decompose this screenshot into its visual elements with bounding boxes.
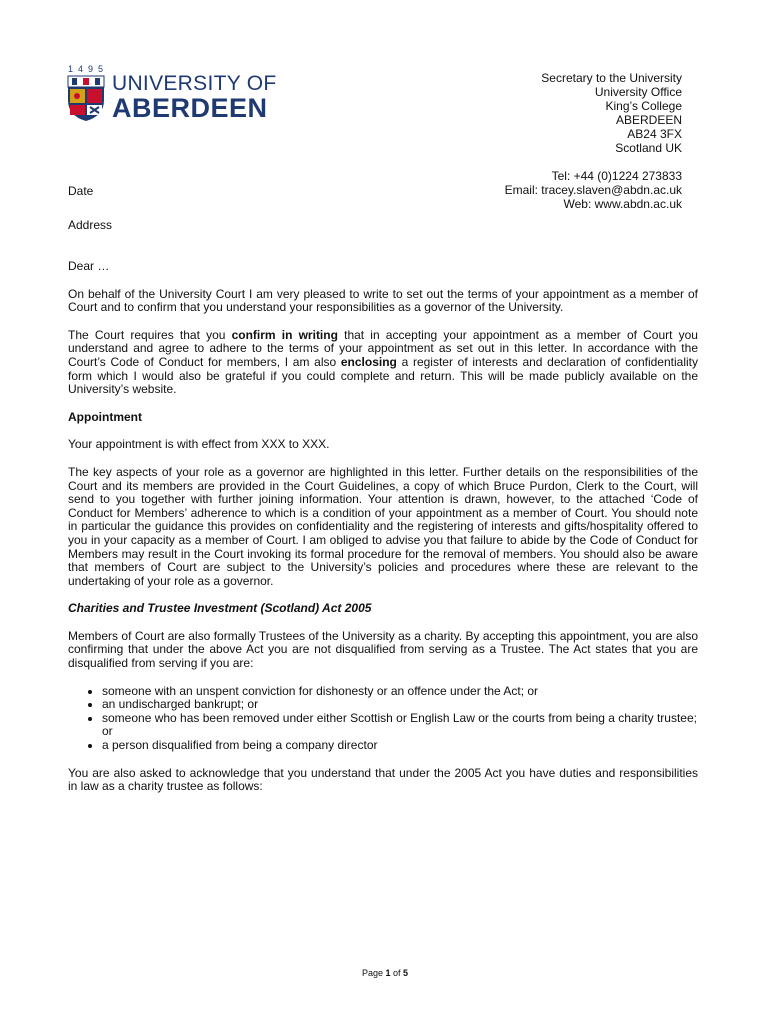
paragraph: On behalf of the University Court I am very pleased to write to set out the terms of your appointment as a member of Court and to confirm that you understand your responsibilities as a governor of the University. — [68, 286, 698, 315]
paragraph: Members of Court are also formally Trustees of the University as a charity. By accepting this appointment, you are also confirming that under the above Act you are not disqualified from serving as a Trustee. The Act states that you are disqualified from serving if you are: — [68, 628, 698, 671]
paragraph: The key aspects of your role as a governor are highlighted in this letter. Further details on the responsibilities of the Court and its members are provided in the Court Guidelines, a copy of which Bruce Purdon, Clerk to the Court, will send to you together with further joining information. Your attention is drawn, however, to the attached ‘Code of Conduct for Members’ adherence to which is a condition of your appointment as a member of Court. You should note in particular the guidance this provides on confidentiality and the registering of interests and gifts/hospitality offered to you in your capacity as a member of Court. I am obliged to advise you that failure to abide by the Code of Conduct for Members may result in the Court invoking its formal procedure for the removal of members. You should also be aware that members of Court are subject to the University’s policies and procedures where these are relevant to the undertaking of your role as a governor. — [68, 464, 698, 588]
sender-line: Scotland UK — [615, 141, 682, 155]
paragraph: The Court requires that you confirm in writing that in accepting your appointment as a member of Court you understand and agree to adhere to the terms of your appointment as set out in this letter. In accordance with the Court’s Code of Conduct for members, I am also enclosing a register of interests and declaration of confidentiality form which I would also be grateful if you could complete and return. This will be made publicly available on the University’s website. — [68, 327, 698, 397]
sender-contact — [505, 169, 682, 211]
sender-line: University Office — [594, 85, 682, 99]
disqualification-list — [68, 685, 698, 753]
salutation: Dear … — [68, 259, 110, 273]
sender-line: Secretary to the University — [541, 71, 682, 85]
section-heading: Charities and Trustee Investment (Scotland) Act 2005 — [68, 601, 372, 616]
emphasis: enclosing — [340, 354, 397, 369]
date-label: Date — [68, 184, 94, 198]
list-item: • someone who has been removed under either Scottish or English Law or the courts from being a charity trustee; or — [102, 712, 698, 739]
section-heading: Appointment — [68, 409, 142, 424]
sender-line: King’s College — [605, 99, 682, 113]
emphasis: confirm in writing — [231, 327, 338, 342]
sender-address — [541, 71, 682, 155]
logo-line2: ABERDEEN — [112, 93, 268, 123]
address-label: Address — [68, 218, 113, 232]
coat-of-arms-icon — [66, 74, 106, 122]
sender-web: Web: www.abdn.ac.uk — [563, 197, 682, 211]
sender-email: Email: tracey.slaven@abdn.ac.uk — [504, 183, 682, 197]
list-item: • an undischarged bankrupt; or — [102, 698, 698, 712]
logo-line1: UNIVERSITY OF — [112, 72, 277, 95]
letter-body — [68, 260, 698, 808]
university-logo — [66, 66, 296, 126]
sender-tel: Tel: +44 (0)1224 273833 — [551, 169, 682, 183]
sender-line: ABERDEEN — [615, 113, 682, 127]
logo-year: 1495 — [68, 64, 109, 74]
page-number: Page 1 of 5 — [361, 968, 409, 978]
paragraph: You are also asked to acknowledge that you understand that under the 2005 Act you have duties and responsibilities in law as a charity trustee as follows: — [68, 765, 698, 794]
paragraph: Your appointment is with effect from XXX to XXX. — [68, 437, 330, 452]
sender-line: AB24 3FX — [627, 127, 682, 141]
list-item: • someone with an unspent conviction for dishonesty or an offence under the Act; or — [102, 685, 698, 699]
list-item: • a person disqualified from being a company director — [102, 739, 698, 753]
